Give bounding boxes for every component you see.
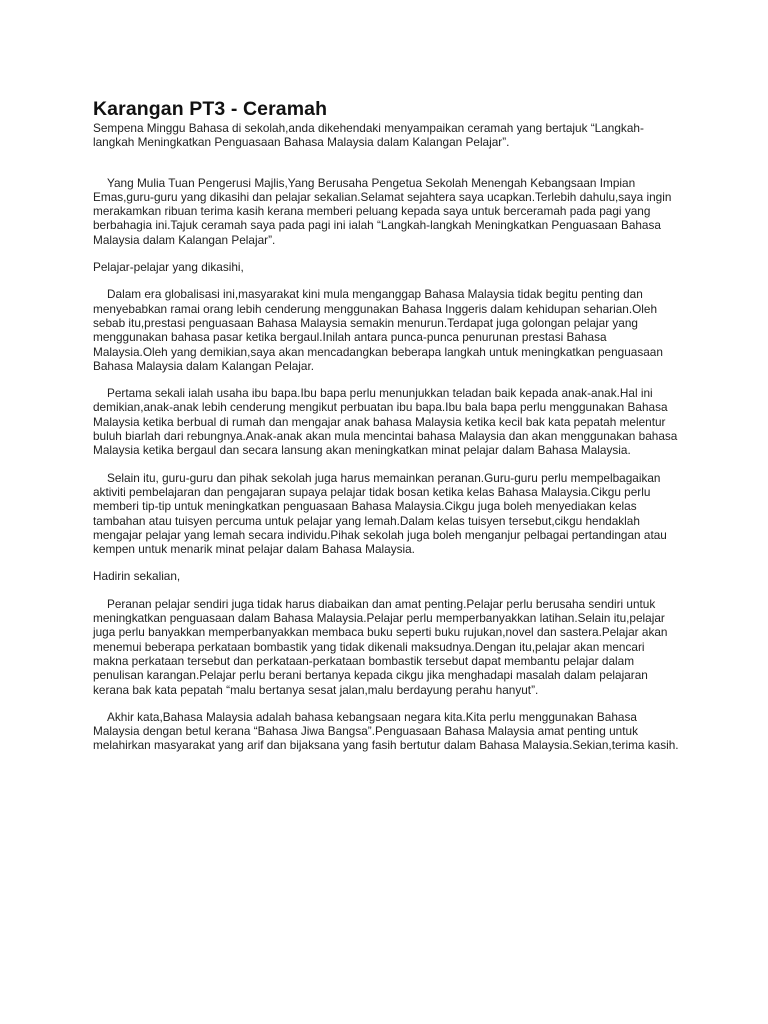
spacer (93, 373, 683, 386)
paragraph-teachers: Selain itu, guru-guru dan pihak sekolah juga harus memainkan peranan.Guru-guru perlu mempelbagaikan aktiviti pembelajaran dan pengajaran supaya pelajar tidak bosan ketika kelas Bahasa Malaysia.Cikgu perlu memberi tip-tip untuk meningkatkan penguasaan Bahasa Malaysia.Cikgu juga boleh menyediakan kelas tambahan atau tuisyen percuma untuk pelajar yang lemah.Dalam kelas tuisyen tersebut,cikgu hendaklah mengajar pelajar yang lemah secara individu.Pihak sekolah juga boleh menganjur pelbagai pertandingan atau kempen untuk menarik minat pelajar dalam Bahasa Malaysia. (93, 470, 667, 557)
spacer (93, 274, 683, 287)
intro-paragraph: Sempena Minggu Bahasa di sekolah,anda dikehendaki menyampaikan ceramah yang bertajuk “Langkah-langkah Meningkatkan Penguasaan Bahasa Malaysia dalam Kalangan Pelajar”. (93, 121, 644, 150)
spacer (93, 584, 683, 597)
spacer (93, 247, 683, 260)
paragraph-salutation-audience: Hadirin sekalian, (93, 569, 181, 584)
paragraph-introduction: Dalam era globalisasi ini,masyarakat kini mula menganggap Bahasa Malaysia tidak begitu penting dan menyebabkan ramai orang lebih cenderung menggunakan Bahasa Inggeris dalam kehidupan seharian.Oleh sebab itu,prestasi penguasaan Bahasa Malaysia semakin menurun.Terdapat juga golongan pelajar yang menggunakan bahasa pasar ketika bergaul.Inilah antara punca-punca penurunan prestasi Bahasa Malaysia.Oleh yang demikian,saya akan mencadangkan beberapa langkah untuk meningkatkan penguasaan Bahasa Malaysia dalam Kalangan Pelajar. (93, 287, 663, 373)
paragraph-greeting: Yang Mulia Tuan Pengerusi Majlis,Yang Berusaha Pengetua Sekolah Menengah Kebangsaan Impian Emas,guru-guru yang dikasihi dan pelajar sekalian.Selamat sejahtera saya ucapkan.Terlebih dahulu,saya ingin merakamkan ribuan terima kasih kerana memberi peluang kepada saya untuk berceramah pada pagi yang berbahagia ini.Tajuk ceramah saya pada pagi ini ialah “Langkah-langkah Meningkatkan Penguasaan Bahasa Malaysia dalam Kalangan Pelajar”. (93, 175, 672, 247)
spacer (93, 150, 683, 176)
document-page (93, 97, 683, 753)
document-title: Karangan PT3 - Ceramah (93, 98, 328, 120)
spacer (93, 697, 683, 710)
paragraph-students-role: Peranan pelajar sendiri juga tidak harus diabaikan dan amat penting.Pelajar perlu berusaha sendiri untuk meningkatkan penguasaan dalam Bahasa Malaysia.Pelajar perlu memperbanyakkan latihan.Selain itu,pelajar juga perlu banyakkan memperbanyakkan membaca buku seperti buku rujukan,novel dan sastera.Pelajar akan menemui beberapa perkataan bombastik yang tidak dikenali maksudnya.Dengan itu,pelajar akan mencari makna perkataan tersebut dan perkataan-perkataan bombastik tersebut dapat membantu pelajar dalam penulisan karangan.Pelajar perlu berani bertanya kepada cikgu jika menghadapi masalah dalam pelajaran kerana bak kata pepatah “malu bertanya sesat jalan,malu berdayung perahu hanyut”. (93, 596, 668, 697)
paragraph-conclusion: Akhir kata,Bahasa Malaysia adalah bahasa kebangsaan negara kita.Kita perlu menggunakan Bahasa Malaysia dengan betul kerana “Bahasa Jiwa Bangsa”.Penguasaan Bahasa Malaysia amat penting untuk melahirkan masyarakat yang arif dan bijaksana yang fasih bertutur dalam Bahasa Malaysia.Sekian,terima kasih. (93, 709, 679, 753)
paragraph-parents: Pertama sekali ialah usaha ibu bapa.Ibu bapa perlu menunjukkan teladan baik kepada anak-anak.Hal ini demikian,anak-anak lebih cenderung mengikut perbuatan ibu bapa.Ibu bala bapa perlu menggunakan Bahasa Malaysia ketika berbual di rumah dan mengajar anak bahasa Malaysia ketika kecil bak kata pepatah melentur buluh biarlah dari rebungnya.Anak-anak akan mula mencintai bahasa Malaysia dan akan menggunakan bahasa Malaysia ketika bergaul dan secara lansung akan meningkatkan minat pelajar dalam Bahasa Malaysia. (93, 386, 678, 458)
spacer (93, 556, 683, 569)
paragraph-salutation-students: Pelajar-pelajar yang dikasihi, (93, 260, 244, 275)
spacer (93, 458, 683, 471)
